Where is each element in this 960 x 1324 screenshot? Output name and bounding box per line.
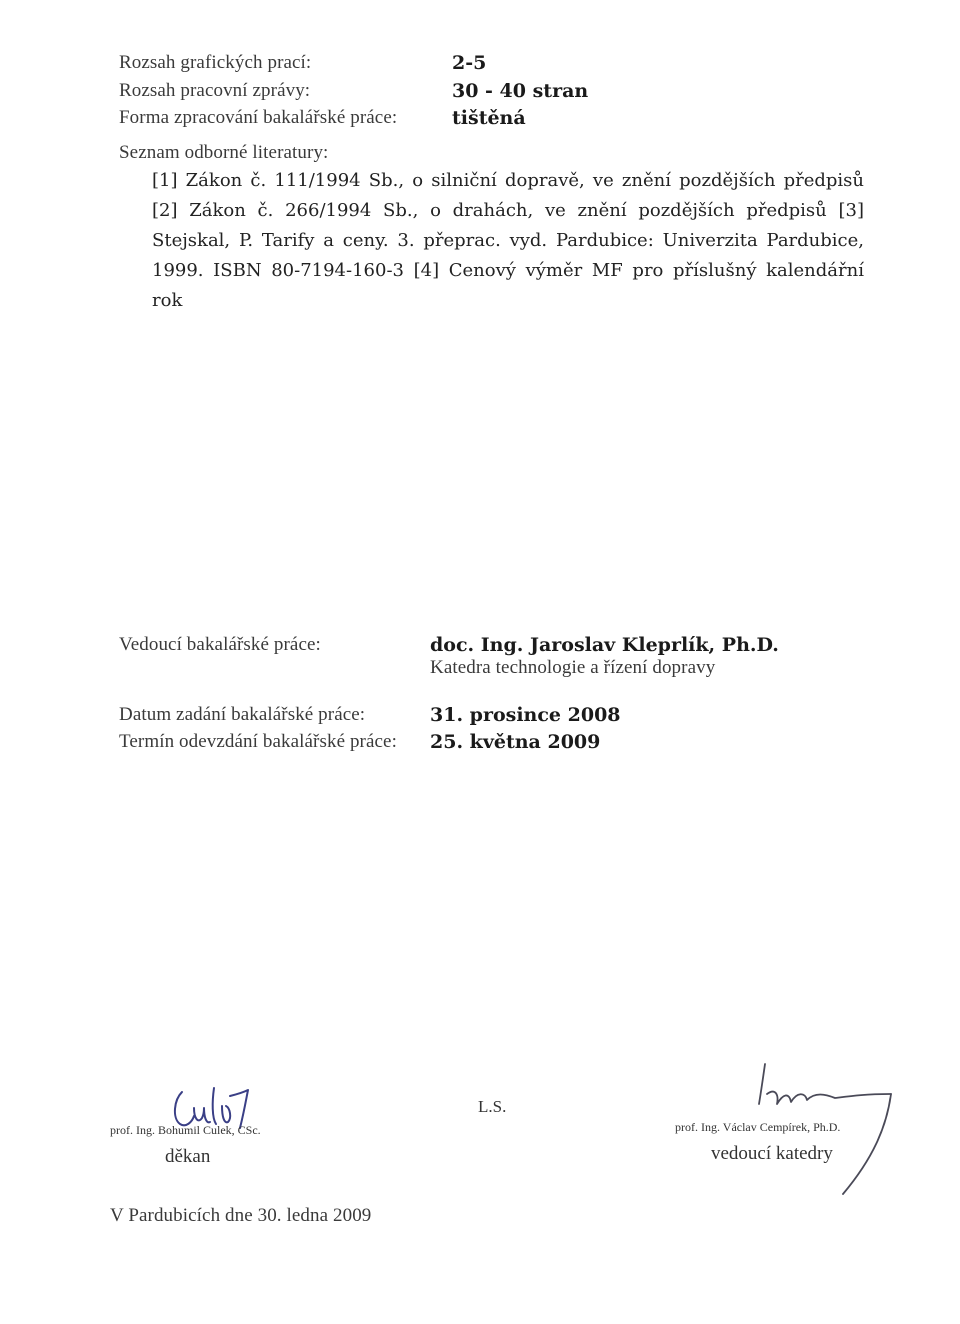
literature-label: Seznam odborné literatury: [119,142,329,163]
report-scope-value: 30 - 40 stran [452,80,589,102]
assignment-date-label: Datum zadání bakalářské práce: [119,704,366,725]
seal-mark: L.S. [478,1097,507,1116]
dean-name: prof. Ing. Bohumil Culek, CSc. [110,1123,261,1137]
thesis-form-label: Forma zpracování bakalářské práce: [119,107,398,128]
place-and-date: V Pardubicích dne 30. ledna 2009 [110,1205,372,1226]
department-head-name: prof. Ing. Václav Cempírek, Ph.D. [675,1120,841,1134]
supervisor-name: doc. Ing. Jaroslav Kleprlík, Ph.D. [430,634,779,656]
deadline-value: 25. května 2009 [430,731,601,753]
thesis-form-value: tištěná [452,107,526,129]
supervisor-department: Katedra technologie a řízení dopravy [430,657,716,678]
graphics-scope-value: 2-5 [452,52,487,74]
report-scope-label: Rozsah pracovní zprávy: [119,80,311,101]
dean-role: děkan [165,1146,211,1167]
literature-list: [1] Zákon č. 111/1994 Sb., o silniční dopravě, ve znění pozdějších předpisů [2] Zákon č. 266/1994 Sb., o drahách, ve znění pozdějších předpisů [3] Stejskal, P. Tarify a ceny. 3. přeprac. vyd. Pardubice: Univerzita Pardubice, 1999. ISBN 80-7194-160-3 [4] Cenový výměr MF pro příslušný kalendářní rok [152,170,864,311]
assignment-date-value: 31. prosince 2008 [430,704,621,726]
department-head-role: vedoucí katedry [711,1143,833,1164]
supervisor-label: Vedoucí bakalářské práce: [119,634,321,655]
graphics-scope-label: Rozsah grafických prací: [119,52,312,73]
deadline-label: Termín odevzdání bakalářské práce: [119,731,397,752]
